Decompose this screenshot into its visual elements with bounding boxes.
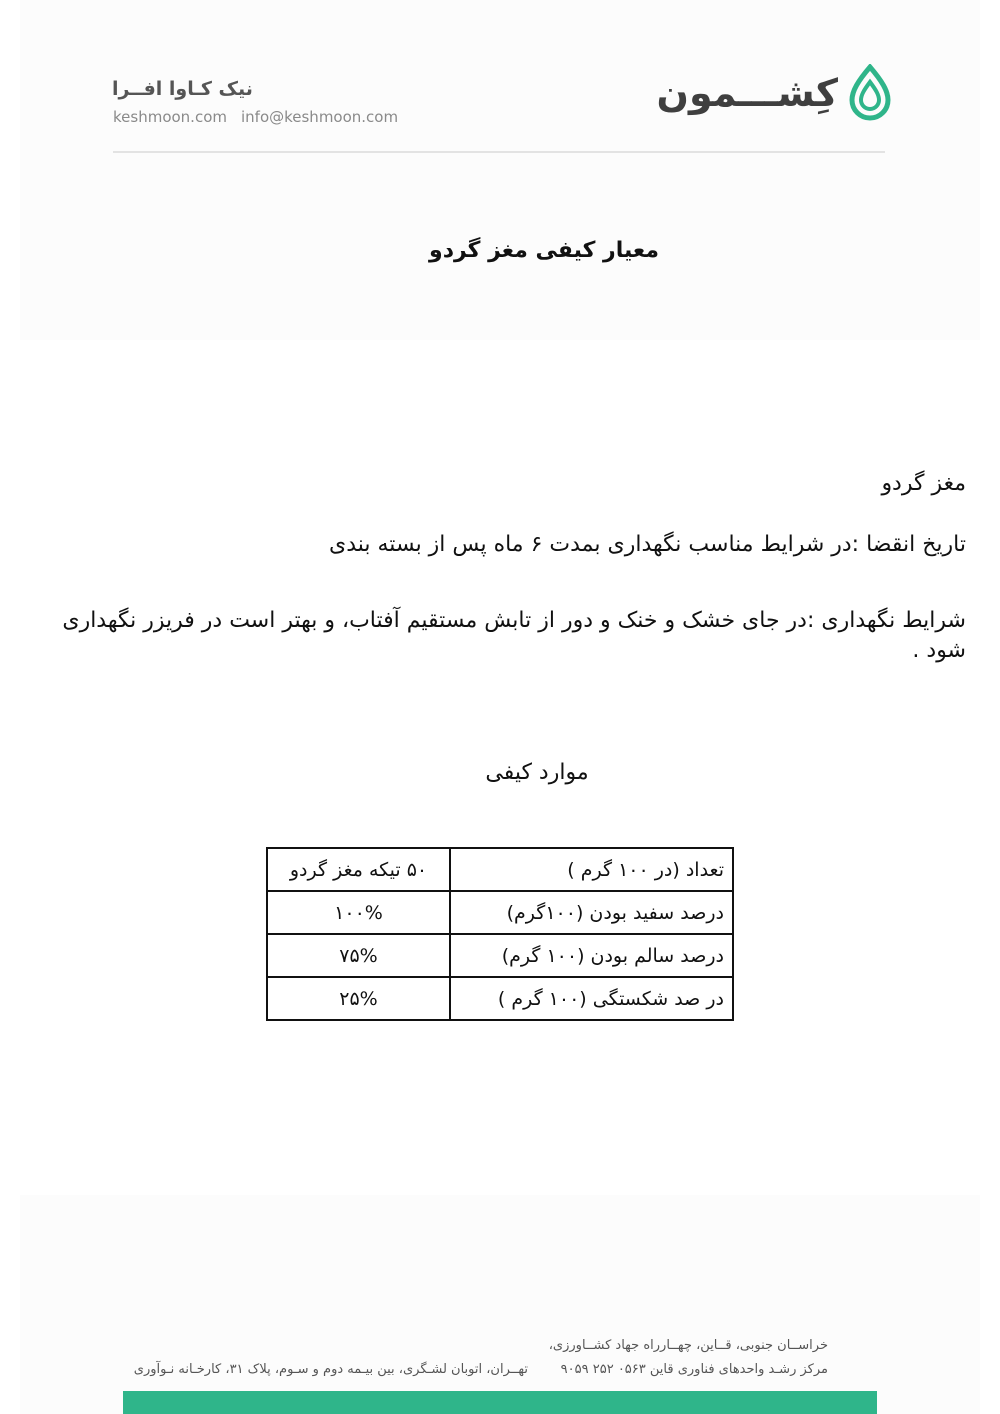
row-label: درصد سالم بودن (۱۰۰ گرم) bbox=[450, 934, 733, 977]
product-name: مغز گردو bbox=[881, 471, 966, 496]
table-row bbox=[267, 934, 733, 977]
logo-text: کِشـــمون bbox=[656, 71, 838, 115]
quality-table bbox=[266, 847, 734, 1021]
footer-address-tehran: تهــران، اتوبان لشـگری، بین بیـمه دوم و سـوم، پلاک ۳۱، کارخـانه نـوآوری bbox=[133, 1362, 528, 1377]
footer-address-center: مرکز رشـد واحدهای فناوری قاین ۰۵۶۳ ۲۵۲ ۹۰۵۹ bbox=[560, 1362, 828, 1377]
company-name: نیک کـاوا افــرا bbox=[112, 78, 253, 100]
brand-logo bbox=[657, 64, 892, 122]
table-row bbox=[267, 891, 733, 934]
row-value: ۱۰۰% bbox=[267, 891, 450, 934]
table-row bbox=[267, 848, 733, 891]
row-value: ۲۵% bbox=[267, 977, 450, 1020]
table-row bbox=[267, 977, 733, 1020]
footer-address-khorasan: خراســان جنوبی، قــاین، چهــارراه جهاد کشــاورزی، bbox=[548, 1338, 828, 1353]
storage-conditions: شرایط نگهداری :در جای خشک و خنک و دور از تابش مستقیم آفتاب، و بهتر است در فریزر نگهداری شود . bbox=[62, 608, 966, 663]
row-label: در صد شکستگی (۱۰۰ گرم ) bbox=[450, 977, 733, 1020]
header-background bbox=[20, 0, 980, 340]
row-label: تعداد (در ۱۰۰ گرم ) bbox=[450, 848, 733, 891]
row-value: ۷۵% bbox=[267, 934, 450, 977]
website-link[interactable]: keshmoon.com bbox=[113, 108, 227, 126]
header-divider bbox=[113, 151, 885, 153]
email-link[interactable]: info@keshmoon.com bbox=[240, 108, 399, 126]
row-label: درصد سفید بودن (۱۰۰گرم) bbox=[450, 891, 733, 934]
contact-line bbox=[113, 108, 398, 126]
footer-accent-bar bbox=[123, 1391, 877, 1414]
document-title: معیار کیفی مغز گردو bbox=[429, 238, 659, 263]
row-value: ۵۰ تیکه مغز گردو bbox=[267, 848, 450, 891]
quality-heading: موارد کیفی bbox=[485, 760, 589, 785]
expiry-info: تاریخ انقضا :در شرایط مناسب نگهداری بمدت ۶ ماه پس از بسته بندی bbox=[328, 532, 966, 557]
drop-icon bbox=[848, 64, 892, 122]
footer-background bbox=[20, 1195, 980, 1414]
